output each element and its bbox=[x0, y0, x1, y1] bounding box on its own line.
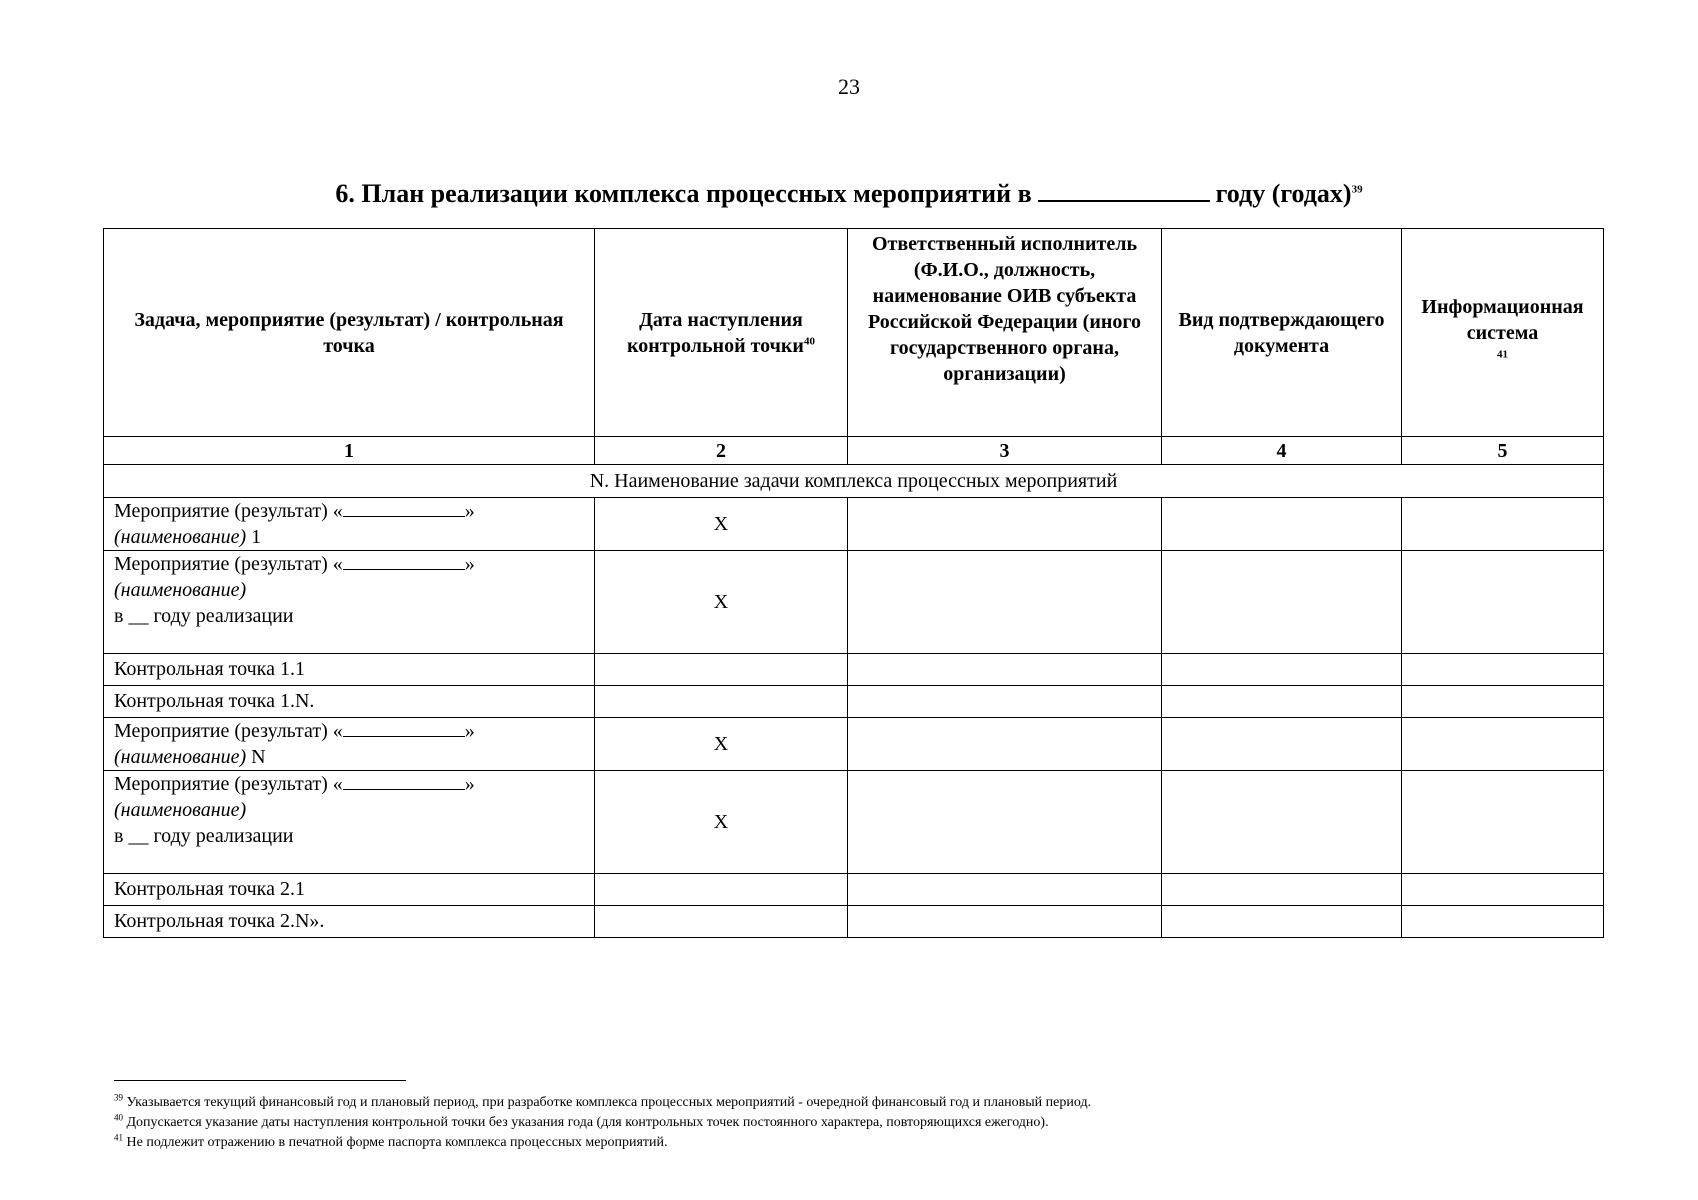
measure-cell: Мероприятие (результат) « » (наименование) N bbox=[104, 718, 595, 771]
table-row bbox=[104, 551, 1604, 654]
empty-cell bbox=[848, 718, 1162, 771]
naming-label: (наименование) bbox=[114, 746, 247, 768]
header-info-system: Информационная система $^{41}$ bbox=[1402, 229, 1604, 437]
page-number: 23 bbox=[838, 74, 860, 99]
empty-cell bbox=[1162, 498, 1402, 551]
empty-cell bbox=[595, 686, 848, 718]
footnote: $^{41}$ Не подлежит отражению в печатной форме паспорта комплекса процессных мероприятий. bbox=[114, 1132, 668, 1150]
header-date: Дата наступления контрольной точки$^{40}$ bbox=[595, 229, 848, 437]
column-number: 2 bbox=[595, 437, 848, 465]
empty-cell bbox=[595, 874, 848, 906]
column-number: 5 bbox=[1402, 437, 1604, 465]
empty-cell bbox=[1162, 771, 1402, 874]
header-row bbox=[104, 229, 1604, 437]
empty-cell bbox=[848, 771, 1162, 874]
header-info-footnote-ref: 41 bbox=[1497, 347, 1508, 360]
empty-cell bbox=[848, 654, 1162, 686]
table-row bbox=[104, 771, 1604, 874]
empty-cell bbox=[848, 906, 1162, 938]
empty-cell bbox=[1162, 906, 1402, 938]
footnote: $^{40}$ Допускается указание даты наступления контрольной точки без указания года (для контрольных точек постоянного характера, повторяющихся ежегодно). bbox=[114, 1112, 1049, 1130]
table-row bbox=[104, 686, 1604, 718]
plan-table bbox=[103, 228, 1604, 938]
table-row bbox=[104, 654, 1604, 686]
table-row bbox=[104, 498, 1604, 551]
year-label: в __ году реализации bbox=[114, 825, 294, 847]
empty-cell bbox=[595, 654, 848, 686]
empty-cell bbox=[848, 686, 1162, 718]
section-title bbox=[0, 176, 1698, 209]
empty-cell bbox=[1162, 874, 1402, 906]
title-year-blank bbox=[1038, 176, 1210, 202]
empty-cell bbox=[1402, 906, 1604, 938]
measure-index: 1 bbox=[251, 526, 262, 548]
empty-cell bbox=[848, 551, 1162, 654]
task-section-title: N. Наименование задачи комплекса процессных мероприятий bbox=[104, 465, 1604, 498]
footnotes bbox=[114, 1093, 1594, 1153]
title-prefix: 6. План реализации комплекса процессных мероприятий в bbox=[335, 179, 1032, 208]
table-row bbox=[104, 718, 1604, 771]
empty-cell bbox=[848, 498, 1162, 551]
measure-cell: Мероприятие (результат) « » (наименование) 1 bbox=[104, 498, 595, 551]
x-mark: X bbox=[595, 498, 848, 551]
empty-cell bbox=[1402, 654, 1604, 686]
measure-cell: Мероприятие (результат) « » (наименование) в __ году реализации bbox=[104, 771, 595, 874]
title-suffix: году (годах) bbox=[1215, 179, 1352, 208]
header-task: Задача, мероприятие (результат) / контрольная точка bbox=[104, 229, 595, 437]
measure-name-blank bbox=[343, 500, 465, 517]
checkpoint-label: Контрольная точка 1.1 bbox=[104, 654, 595, 686]
footnote-separator bbox=[114, 1080, 406, 1081]
x-mark: X bbox=[595, 771, 848, 874]
measure-cell: Мероприятие (результат) « » (наименование) в __ году реализации bbox=[104, 551, 595, 654]
column-number: 4 bbox=[1162, 437, 1402, 465]
empty-cell bbox=[1162, 654, 1402, 686]
header-document-type: Вид подтверждающего документа bbox=[1162, 229, 1402, 437]
checkpoint-label: Контрольная точка 2.1 bbox=[104, 874, 595, 906]
naming-label: (наименование) bbox=[114, 579, 247, 601]
header-date-footnote-ref: 40 bbox=[803, 334, 815, 347]
table-row bbox=[104, 906, 1604, 938]
checkpoint-label: Контрольная точка 1.N. bbox=[104, 686, 595, 718]
naming-label: (наименование) bbox=[114, 799, 247, 821]
empty-cell bbox=[1402, 686, 1604, 718]
empty-cell bbox=[848, 874, 1162, 906]
empty-cell bbox=[1402, 718, 1604, 771]
footnote: $^{39}$ Указывается текущий финансовый год и плановый период, при разработке комплекса процессных мероприятий - очередной финансовый год и плановый период. bbox=[114, 1092, 1092, 1110]
empty-cell bbox=[1402, 498, 1604, 551]
naming-label: (наименование) bbox=[114, 526, 247, 548]
checkpoint-label: Контрольная точка 2.N». bbox=[104, 906, 595, 938]
empty-cell bbox=[1162, 686, 1402, 718]
x-mark: X bbox=[595, 718, 848, 771]
table-row bbox=[104, 874, 1604, 906]
measure-name-blank bbox=[343, 553, 465, 570]
empty-cell bbox=[1402, 551, 1604, 654]
empty-cell bbox=[1402, 771, 1604, 874]
measure-name-blank bbox=[343, 773, 465, 790]
year-label: в __ году реализации bbox=[114, 605, 294, 627]
column-number: 1 bbox=[104, 437, 595, 465]
column-number: 3 bbox=[848, 437, 1162, 465]
empty-cell bbox=[1162, 718, 1402, 771]
empty-cell bbox=[1402, 874, 1604, 906]
title-footnote-ref: 39 bbox=[1351, 183, 1363, 196]
task-section-row bbox=[104, 465, 1604, 498]
empty-cell bbox=[595, 906, 848, 938]
measure-index: N bbox=[251, 746, 266, 768]
column-number-row bbox=[104, 437, 1604, 465]
x-mark: X bbox=[595, 551, 848, 654]
measure-name-blank bbox=[343, 720, 465, 737]
header-executor: Ответственный исполнитель (Ф.И.О., должность, наименование ОИВ субъекта Российской Федерации (иного государственного органа, организации) bbox=[848, 229, 1162, 437]
empty-cell bbox=[1162, 551, 1402, 654]
